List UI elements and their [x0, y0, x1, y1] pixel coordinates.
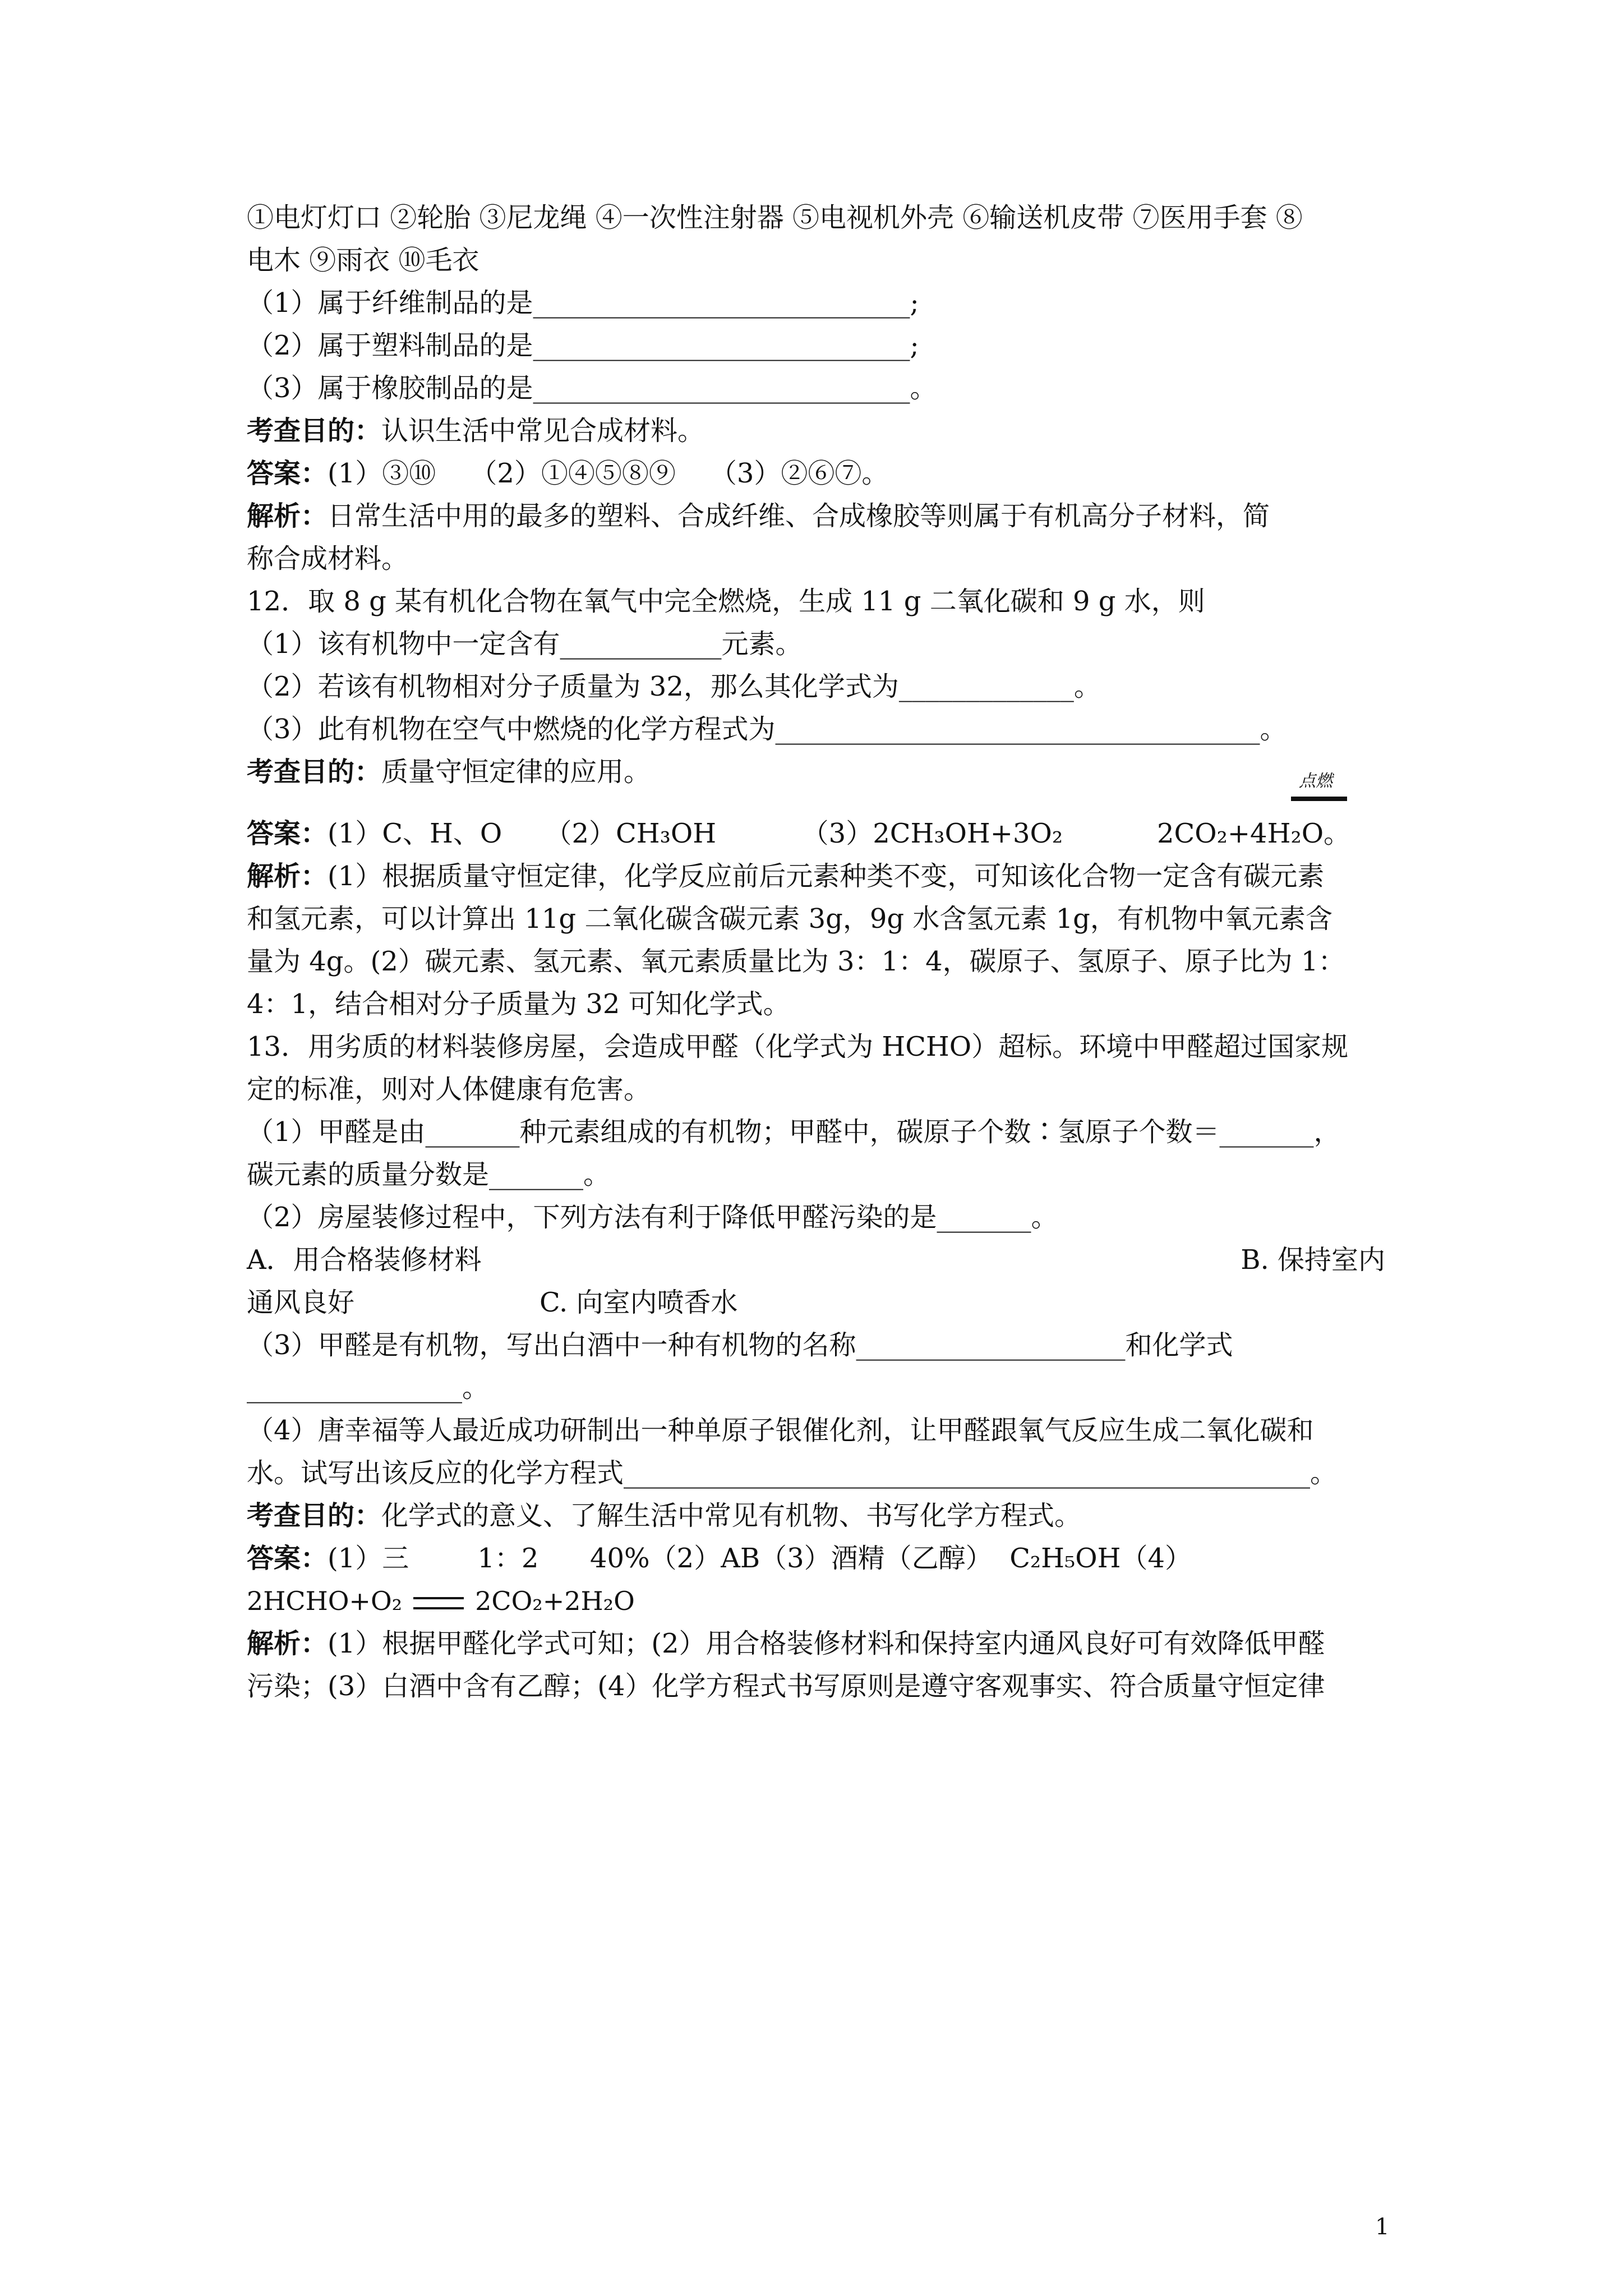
answer-11: 答案：(1）③⑩ （2）①④⑤⑧⑨ （3）②⑥⑦。 — [247, 458, 889, 489]
purpose-11: 考查目的：认识生活中常见合成材料。 — [247, 415, 705, 447]
question-13-part-1-line-1: （1）甲醛是由_______种元素组成的有机物；甲醛中，碳原子个数∶氢原子个数＝_______， — [247, 1116, 1341, 1148]
reaction-arrow-bar — [1291, 797, 1347, 801]
question-13-part-4-line-2: 水。试写出该反应的化学方程式___________________________________________________。 — [247, 1457, 1338, 1489]
question-13-stem-line-1: 13．用劣质的材料装修房屋，会造成甲醛（化学式为 HCHO）超标。环境中甲醛超过国家规 — [247, 1031, 1349, 1062]
question-12-stem: 12．取 8 g 某有机化合物在氧气中完全燃烧，生成 11 g 二氧化碳和 9 g 水，则 — [247, 586, 1205, 617]
question-13-part-3-line-1: （3）甲醛是有机物，写出白酒中一种有机物的名称____________________和化学式 — [247, 1329, 1233, 1361]
question-13-part-3-line-2: ________________。 — [247, 1372, 490, 1404]
option-c: C. 向室内喷香水 — [540, 1287, 738, 1318]
page-number: 1 — [1375, 2214, 1390, 2240]
answer-13-equation: 2HCHO+O₂ 2CO₂+2H₂O — [247, 1586, 635, 1616]
reaction-condition: 点燃 — [1299, 771, 1332, 791]
options-row-2 — [247, 1281, 1385, 1324]
analysis-11-line-2: 称合成材料。 — [247, 543, 409, 574]
document-body — [247, 196, 1385, 1708]
option-a: A．用合格装修材料 — [247, 1244, 482, 1276]
question-11-part-2: （2）属于塑料制品的是____________________________; — [247, 330, 919, 361]
equals-sign — [413, 1597, 464, 1609]
question-13-stem-line-2: 定的标准，则对人体健康有危害。 — [247, 1074, 651, 1105]
option-b-continued: 通风良好 — [247, 1287, 355, 1318]
analysis-13-line-1: 解析：(1）根据甲醛化学式可知；(2）用合格装修材料和保持室内通风良好可有效降低甲醛 — [247, 1628, 1325, 1659]
analysis-12-line-4: 4：1，结合相对分子质量为 32 可知化学式。 — [247, 988, 790, 1020]
answer-13-line-1: 答案：(1）三 1：2 40%（2）AB（3）酒精（乙醇） C₂H₅OH（4） — [247, 1543, 1192, 1574]
question-11-part-1: （1）属于纤维制品的是____________________________; — [247, 287, 919, 319]
option-b: B. 保持室内 — [1241, 1244, 1385, 1276]
analysis-12-line-3: 量为 4g。(2）碳元素、氢元素、氧元素质量比为 3：1：4，碳原子、氢原子、原子比为 1： — [247, 946, 1345, 977]
question-13-part-1-line-2: 碳元素的质量分数是_______。 — [247, 1159, 611, 1190]
analysis-12-line-2: 和氢元素，可以计算出 11g 二氧化碳含碳元素 3g，9g 水含氢元素 1g，有机物中氧元素含 — [247, 903, 1332, 935]
question-12-part-2: （2）若该有机物相对分子质量为 32，那么其化学式为_____________。 — [247, 671, 1101, 702]
analysis-12-line-1: 解析：(1）根据质量守恒定律，化学反应前后元素种类不变，可知该化合物一定含有碳元素 — [247, 861, 1325, 892]
question-12-part-3: （3）此有机物在空气中燃烧的化学方程式为____________________________________。 — [247, 714, 1287, 745]
answer-12: 答案：(1）C、H、O （2）CH₃OH （3）2CH₃OH+3O₂ 2CO₂+4H₂O。 — [247, 818, 1351, 849]
purpose-label: 考查目的： — [247, 415, 382, 447]
analysis-13-line-2: 污染；(3）白酒中含有乙醇；(4）化学方程式书写原则是遵守客观事实、符合质量守恒定律 — [247, 1671, 1325, 1702]
question-12-part-1: （1）该有机物中一定含有____________元素。 — [247, 628, 803, 660]
question-13-part-4-line-1: （4）唐幸福等人最近成功研制出一种单原子银催化剂，让甲醛跟氧气反应生成二氧化碳和 — [247, 1415, 1314, 1446]
analysis-11-line-1: 解析：日常生活中用的最多的塑料、合成纤维、合成橡胶等则属于有机高分子材料，简 — [247, 500, 1270, 532]
items-list-line-2: 电木 ⑨雨衣 ⑩毛衣 — [247, 245, 479, 276]
purpose-12: 考查目的：质量守恒定律的应用。 — [247, 756, 651, 788]
items-list-line-1: ①电灯灯口 ②轮胎 ③尼龙绳 ④一次性注射器 ⑤电视机外壳 ⑥输送机皮带 ⑦医用手套 ⑧ — [247, 202, 1303, 233]
analysis-label: 解析： — [247, 500, 328, 532]
options-row-1 — [247, 1239, 1385, 1281]
question-11-part-3: （3）属于橡胶制品的是____________________________。 — [247, 372, 937, 404]
purpose-13: 考查目的：化学式的意义、了解生活中常见有机物、书写化学方程式。 — [247, 1500, 1082, 1531]
answer-label: 答案： — [247, 458, 328, 489]
question-13-part-2: （2）房屋装修过程中，下列方法有利于降低甲醛污染的是_______。 — [247, 1202, 1058, 1233]
